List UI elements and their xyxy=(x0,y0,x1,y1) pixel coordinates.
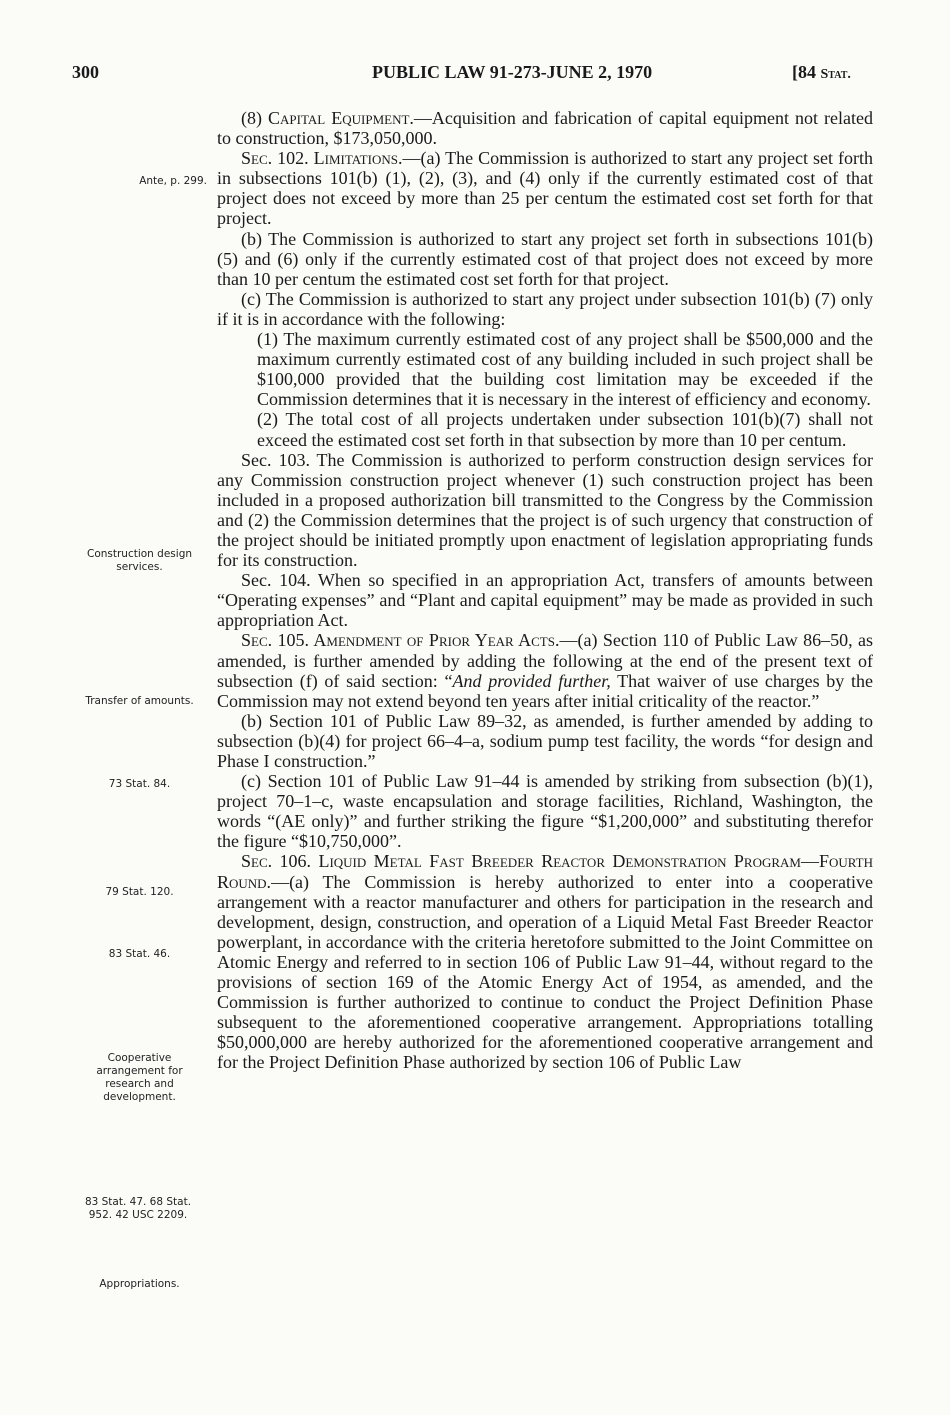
section-102-a: Sec. 102. Limitations.—(a) The Commission is authorized to start any project set forth in subsections 101(b) (1), (2), (3), and (4) only if the currently estimated cost of that project does not exceed by more than 25 per centum the estimated cost set forth for that project. xyxy=(217,148,873,229)
page-title: PUBLIC LAW 91-273-JUNE 2, 1970 xyxy=(372,62,653,82)
section-102-c: (c) The Commission is authorized to start any project under subsection 101(b) (7) only if it is in accordance with the following: xyxy=(217,288,873,329)
page-number: 300 xyxy=(72,62,99,82)
section-105-c: (c) Section 101 of Public Law 91–44 is amended by striking from subsection (b)(1), project 70–1–c, waste encapsulation and storage facilities, Richland, Washington, the words “(AE only)” and further striking the figure “$1,200,000” and substituting therefor the figure “$10,750,000”. xyxy=(217,771,873,852)
body-text xyxy=(217,108,873,1073)
statute-reference: [84 Stat. xyxy=(792,62,851,82)
margin-note-79-stat: 79 Stat. 120. xyxy=(105,886,174,898)
margin-note-73-stat: 73 Stat. 84. xyxy=(108,778,171,790)
margin-note-transfer: Transfer of amounts. xyxy=(85,695,194,707)
section-104: Sec. 104. When so specified in an appropriation Act, transfers of amounts between “Operating expenses” and “Plant and capital equipment” may be made as provided in such appropriation Act. xyxy=(217,570,873,631)
section-102-c-2: (2) The total cost of all projects undertaken under subsection 101(b)(7) shall not exceed the estimated cost set forth in that subsection by more than 10 per centum. xyxy=(257,409,873,450)
section-102-b: (b) The Commission is authorized to start any project set forth in subsections 101(b) (5) and (6) only if the currently estimated cost of that project does not exceed by more than 10 per centum the estimated cost set forth for that project. xyxy=(217,228,873,289)
paragraph-capital-equipment: (8) Capital Equipment.—Acquisition and fabrication of capital equipment not related to construction, $173,050,000. xyxy=(217,108,873,149)
running-header xyxy=(0,62,950,86)
margin-note-references: 83 Stat. 47. 68 Stat. 952. 42 USC 2209. xyxy=(84,1196,192,1221)
margin-note-construction: Construction design services. xyxy=(86,548,193,573)
margin-note-cooperative: Cooperative arrangement for research and development. xyxy=(96,1052,183,1103)
section-106-a: Sec. 106. Liquid Metal Fast Breeder Reactor Demonstration Program—Fourth Round.—(a) The Commission is hereby authorized to enter into a cooperative arrangement with a reactor manufacturer and others for participation in the research and development, design, construction, and operation of a Liquid Metal Fast Breeder Reactor powerplant, in accordance with the criteria heretofore submitted to the Joint Committee on Atomic Energy and referred to in section 106 of Public Law 91–44, without regard to the provisions of section 169 of the Atomic Energy Act of 1954, as amended, and the Commission is further authorized to continue to conduct the Project Definition Phase subsequent to the aforementioned cooperative arrangement. Appropriations totalling $50,000,000 are hereby authorized for the aforementioned cooperative arrangement and for the Project Definition Phase authorized by section 106 of Public Law xyxy=(217,851,873,1073)
section-105-b: (b) Section 101 of Public Law 89–32, as amended, is further amended by adding to subsection (b)(4) for project 66–4–a, sodium pump test facility, the words “for design and Phase I construction.” xyxy=(217,710,873,771)
margin-note-83-stat: 83 Stat. 46. xyxy=(108,948,171,960)
section-105-a: Sec. 105. Amendment of Prior Year Acts.—(a) Section 110 of Public Law 86–50, as amended, is further amended by adding the following at the end of the present text of subsection (f) of said section: “And provided further, That waiver of use charges by the Commission may not extend beyond ten years after initial criticality of the reactor.” xyxy=(217,630,873,711)
section-103: Sec. 103. The Commission is authorized to perform construction design services for any Commission construction project whenever (1) such construction project has been included in a proposed authorization bill transmitted to the Congress by the Commission and (2) the Commission determines that the project is of such urgency that construction of the project should be initiated promptly upon enactment of legislation appropriating funds for its construction. xyxy=(217,449,873,571)
section-102-c-1: (1) The maximum currently estimated cost of any project shall be $500,000 and the maximum currently estimated cost of any building included in such project shall be $100,000 provided that the building cost limitation may be exceeded if the Commission determines that it is necessary in the interest of efficiency and economy. xyxy=(257,329,873,410)
margin-note-appropriations: Appropriations. xyxy=(99,1278,180,1290)
margin-note-ante: Ante, p. 299. xyxy=(139,175,207,187)
